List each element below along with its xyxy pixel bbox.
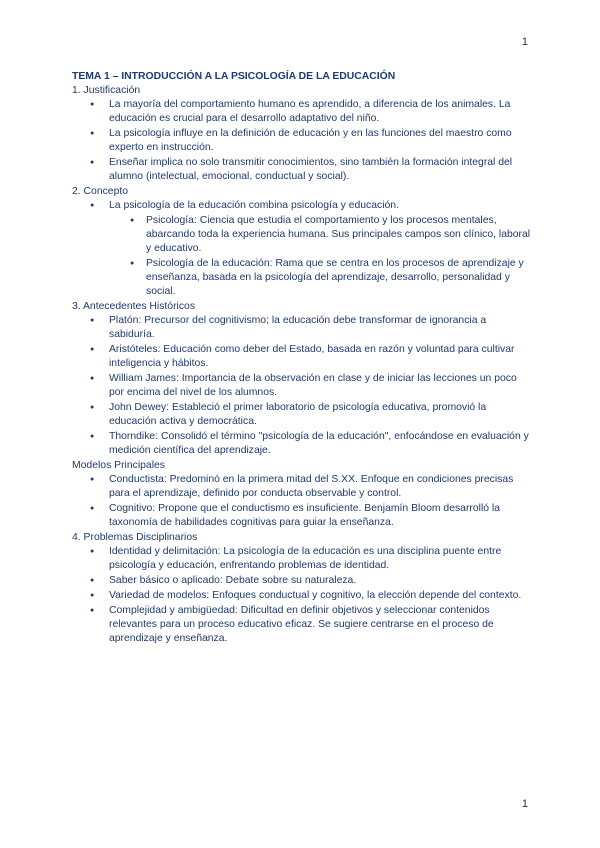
concepto-sublist	[72, 214, 532, 299]
list-item: ● La mayoría del comportamiento humano es aprendido, a diferencia de los animales. La educación es crucial para el desarrollo adaptativo del niño.	[72, 98, 532, 126]
list-item: ● Conductista: Predominó en la primera mitad del S.XX. Enfoque en condiciones precisas para el aprendizaje, definido por conducta observable y control.	[72, 473, 532, 501]
list-item: ● Platón: Precursor del cognitivismo; la educación debe transformar de ignorancia a sabiduría.	[72, 314, 532, 342]
list-item: ● Complejidad y ambigüedad: Dificultad en definir objetivos y seleccionar contenidos relevantes para un proceso educativo eficaz. Se sugiere centrarse en el proceso de aprendizaje y enseñanza.	[72, 604, 532, 646]
list-item: ● Cognitivo: Propone que el conductismo es insuficiente. Benjamín Bloom desarrolló la taxonomía de habilidades cognitivas para guiar la enseñanza.	[72, 502, 532, 530]
list-item: ● Enseñar implica no solo transmitir conocimientos, sino también la formación integral del alumno (intelectual, emocional, conductual y social).	[72, 156, 532, 184]
page-number-bottom: 1	[521, 798, 528, 810]
list-item: ● William James: Importancia de la observación en clase y de iniciar las lecciones un poco por encima del nivel de los alumnos.	[72, 372, 532, 400]
list-item: ● Variedad de modelos: Enfoques conductual y cognitivo, la elección depende del contexto.	[72, 589, 532, 603]
sub-list-item: ● Psicología de la educación: Rama que se centra en los procesos de aprendizaje y enseñanza, basada en la psicología del aprendizaje, desarrollo, personalidad y social.	[72, 257, 532, 299]
list-item: ● Aristóteles: Educación como deber del Estado, basada en razón y voluntad para cultivar inteligencia y hábitos.	[72, 343, 532, 371]
list-item: ● Saber básico o aplicado: Debate sobre su naturaleza.	[72, 574, 532, 588]
section-heading-modelos: Modelos Principales	[72, 460, 165, 471]
list-item: ● La psicología de la educación combina psicología y educación.	[72, 199, 532, 213]
modelos-list	[72, 473, 532, 530]
section-heading-justificacion: 1. Justificación	[72, 85, 141, 96]
sub-list-item: ● Psicología: Ciencia que estudia el comportamiento y los procesos mentales, abarcando toda la experiencia humana. Sus principales campos son clínico, laboral y educativo.	[72, 214, 532, 256]
list-item: ● Thorndike: Consolidó el término "psicología de la educación", enfocándose en evaluación y medición científica del aprendizaje.	[72, 430, 532, 458]
section-heading-problemas: 4. Problemas Disciplinarios	[72, 532, 198, 543]
problemas-list	[72, 545, 532, 646]
justificacion-list	[72, 98, 532, 184]
section-heading-concepto: 2. Concepto	[72, 186, 129, 197]
page-number-top: 1	[521, 36, 528, 48]
concepto-list	[72, 199, 532, 213]
antecedentes-list	[72, 314, 532, 458]
list-item: ● Identidad y delimitación: La psicología de la educación es una disciplina puente entre psicología y educación, enfrentando problemas de identidad.	[72, 545, 532, 573]
list-item: ● John Dewey: Estableció el primer laboratorio de psicología educativa, promovió la educación activa y democrática.	[72, 401, 532, 429]
list-item: ● La psicología influye en la definición de educación y en las funciones del maestro como experto en instrucción.	[72, 127, 532, 155]
document-body	[72, 70, 532, 647]
document-title: TEMA 1 – INTRODUCCIÓN A LA PSICOLOGÍA DE LA EDUCACIÓN	[72, 71, 396, 82]
section-heading-antecedentes: 3. Antecedentes Históricos	[72, 301, 196, 312]
